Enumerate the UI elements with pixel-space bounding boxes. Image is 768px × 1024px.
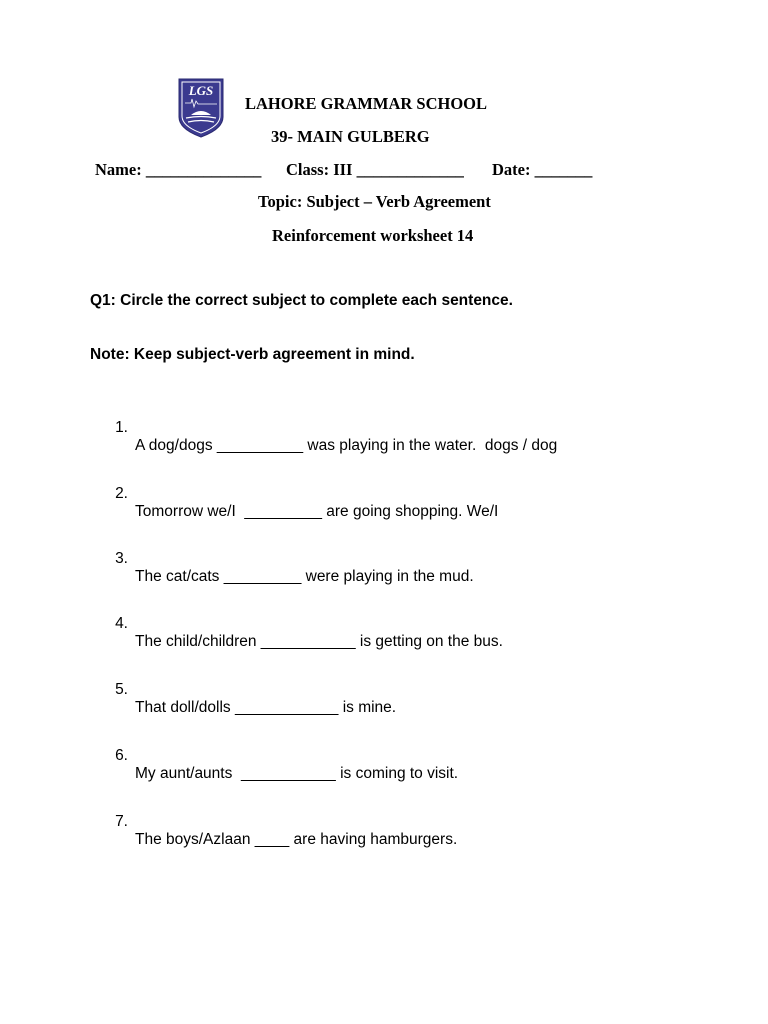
class-field: Class: III _____________ [286,160,464,179]
question-1-instruction: Q1: Circle the correct subject to complete each sentence. [90,292,513,309]
list-item [0,729,459,801]
list-item [0,597,503,669]
item-number: 6. [115,747,128,764]
list-item [0,532,474,604]
date-field: Date: _______ [492,160,593,179]
item-text: That doll/dolls ____________ is mine. [135,699,397,716]
list-item [0,795,458,867]
item-number: 7. [115,813,128,830]
item-number: 4. [115,615,128,632]
item-number: 2. [115,485,128,502]
list-item [0,663,397,735]
campus-name: 39- MAIN GULBERG [271,127,430,146]
item-text: The cat/cats _________ were playing in the mud. [135,568,474,585]
item-text: The child/children ___________ is getting on the bus. [135,633,503,650]
item-number: 5. [115,681,128,698]
item-text: The boys/Azlaan ____ are having hamburgers. [135,831,458,848]
item-text: A dog/dogs __________ was playing in the water. dogs / dog [135,437,558,454]
item-text: Tomorrow we/I _________ are going shopping. We/I [135,503,499,520]
topic-heading: Topic: Subject – Verb Agreement [258,192,491,211]
name-field: Name: ______________ [95,160,262,179]
item-number: 1. [115,419,128,436]
list-item [0,467,499,539]
logo-text: LGS [188,83,214,98]
school-name: LAHORE GRAMMAR SCHOOL [245,94,488,113]
worksheet-title: Reinforcement worksheet 14 [272,226,474,245]
item-number: 3. [115,550,128,567]
school-logo [177,77,225,139]
note-text: Note: Keep subject-verb agreement in mind. [90,346,415,363]
item-text: My aunt/aunts ___________ is coming to visit. [135,765,459,782]
list-item [0,401,558,473]
